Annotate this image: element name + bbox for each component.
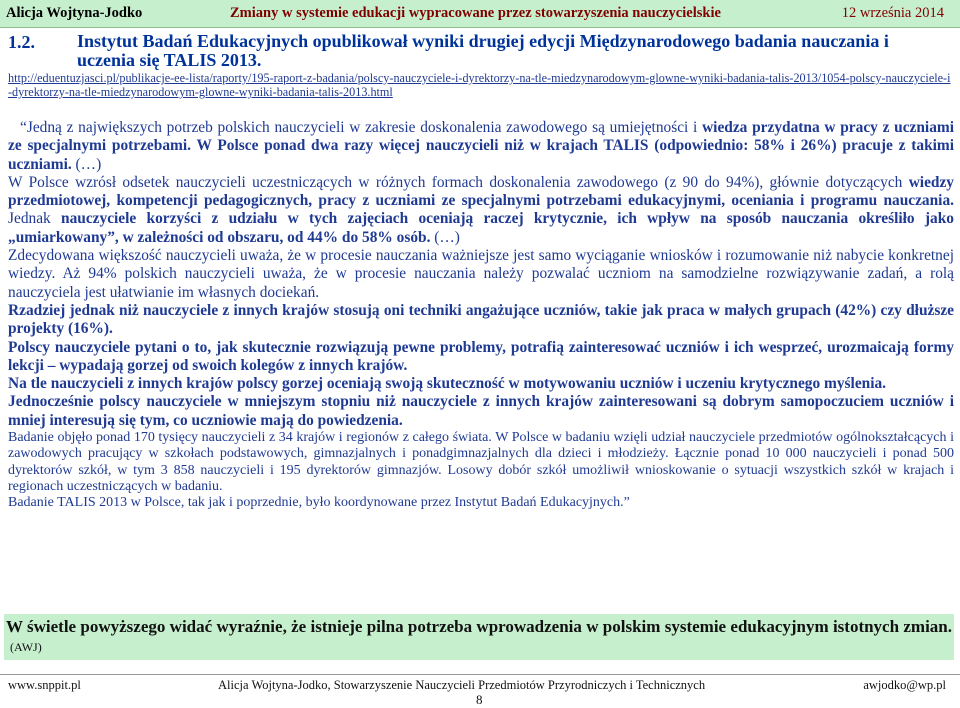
conclusion-box <box>4 614 954 660</box>
footer-email[interactable]: awjodko@wp.pl <box>863 678 946 692</box>
p2-c: Jednak <box>8 210 62 228</box>
close-quote-mark: ” <box>623 495 630 511</box>
source-link[interactable]: http://eduentuzjasci.pl/publikacje-ee-lista/raporty/195-raport-z-badania/polscy-nauczyciele-i-dyrektorzy-na-tle-miedzynarodowym-glowne-wyniki-badania-talis-2013/1054-polscy-nauczyciele-i-dyrektorzy-na-tle-miedzynarodowym-glowne-wyniki-badania-talis-2013.html <box>8 71 951 99</box>
author-signature: (AWJ) <box>10 640 42 654</box>
quote-paragraph-3: Zdecydowana większość nauczycieli uważa, że w procesie nauczania ważniejsze jest samo wyciąganie wniosków i rozumowanie niż nabycie konkretnej wiedzy. Aż 94% polskich nauczycieli uważa, że w procesie nauczania należy pozwalać uczniom na samodzielne rozwiązywanie zadań, a rolą nauczyciela jest ułatwianie im własnych dociekań. <box>8 247 954 301</box>
p1-text: Jedną z największych potrzeb polskich nauczycieli w zakresie doskonalenia zawodowego są umiejętności i <box>26 119 703 136</box>
open-quote-mark: “ <box>20 119 27 136</box>
quote-paragraph-1 <box>8 119 954 174</box>
quote-paragraph-8: Badanie objęło ponad 170 tysięcy nauczycieli z 34 krajów i regionów z całego świata. W Polsce w badaniu wzięli udział nauczyciele przedmiotów ogólnokształcących i zawodowych pracujący w szkołach podstawowych, gimnazjalnych i ponadgimnazjalnych dla dzieci i młodzieży. Łącznie ponad 10 000 nauczycieli i ponad 500 dyrektorów szkół, w tym 3 858 nauczycieli i 195 dyrektorów gimnazjów. Losowy dobór szkół umożliwił wnioskowanie o sytuacji wszystkich szkół w krajach i regionach uczestniczących w badaniu. <box>8 430 954 494</box>
page-number: 8 <box>476 692 483 707</box>
page-header <box>0 0 960 28</box>
header-author: Alicja Wojtyna-Jodko <box>6 5 143 21</box>
footer-organization: Alicja Wojtyna-Jodko, Stowarzyszenie Nauczycieli Przedmiotów Przyrodniczych i Technicznych <box>218 678 706 692</box>
quote-paragraph-5: Polscy nauczyciele pytani o to, jak skutecznie rozwiązują pewne problemy, potrafią zainteresować uczniów i ich wesprzeć, urozmaicają formy lekcji – wypadają gorzej od swoich kolegów z innych krajów. <box>8 338 954 374</box>
header-date: 12 września 2014 <box>841 5 944 21</box>
quote-paragraph-2 <box>8 174 954 247</box>
p1-end: (…) <box>71 155 102 173</box>
quote-paragraph-4: Rzadziej jednak niż nauczyciele z innych krajów stosują oni techniki angażujące uczniów, takie jak praca w małych grupach (42%) czy dłuższe projekty (16%). <box>8 301 954 338</box>
p2-e: (…) <box>430 228 460 246</box>
p1-bold-2: W Polsce ponad dwa razy więcej nauczycieli niż w krajach TALIS (odpowiednio: 58% i 26%) pracuje z takimi uczniami. <box>8 137 954 173</box>
conclusion-text: W świetle powyższego widać wyraźnie, że istnieje pilna potrzeba wprowadzenia w polskim systemie edukacyjnym istotnych zmian. <box>6 617 952 636</box>
p2-d: nauczyciele korzyści z udziału w tych zajęciach oceniają raczej krytycznie, ich wpływ na sposób nauczania określiło jako „umiarkowany”, w zależności od obszaru, od 44% do 58% osób. <box>8 210 954 246</box>
p9-text: Badanie TALIS 2013 w Polsce, tak jak i poprzednie, było koordynowane przez Instytut Badań Edukacyjnych. <box>8 495 624 511</box>
p2-a: W Polsce wzrósł odsetek nauczycieli uczestniczących w różnych formach doskonalenia zawodowego (z 90 do 94%), głównie dotyczących <box>8 173 909 191</box>
footer-website[interactable]: www.snppit.pl <box>8 678 81 692</box>
quote-paragraph-6: Na tle nauczycieli z innych krajów polscy gorzej oceniają swoją skuteczność w motywowaniu uczniów i uczeniu krytycznego myślenia. <box>8 375 887 393</box>
page-footer <box>0 674 960 693</box>
p1-bold: wiedza przydatna w pracy z uczniami ze specjalnymi potrzebami. <box>8 119 954 155</box>
quote-paragraph-9 <box>8 495 954 511</box>
section-title: Instytut Badań Edukacyjnych opublikował wyniki drugiej edycji Międzynarodowego badania nauczania i uczenia się TALIS 2013. <box>77 31 889 70</box>
header-title: Zmiany w systemie edukacji wypracowane przez stowarzyszenia nauczycielskie <box>230 5 721 21</box>
quote-block <box>8 119 954 512</box>
p2-b: wiedzy przedmiotowej, kompetencji pedagogicznych, pracy z uczniami ze specjalnymi potrzebami edukacyjnymi, oceniania i programu nauczania. <box>8 173 954 210</box>
section-number: 1.2. <box>8 32 35 52</box>
quote-paragraph-7: Jednocześnie polscy nauczyciele w mniejszym stopniu niż nauczyciele z innych krajów zainteresowani są dobrym samopoczuciem uczniów i mniej interesują się tym, co uczniowie mają do powiedzenia. <box>8 393 954 429</box>
